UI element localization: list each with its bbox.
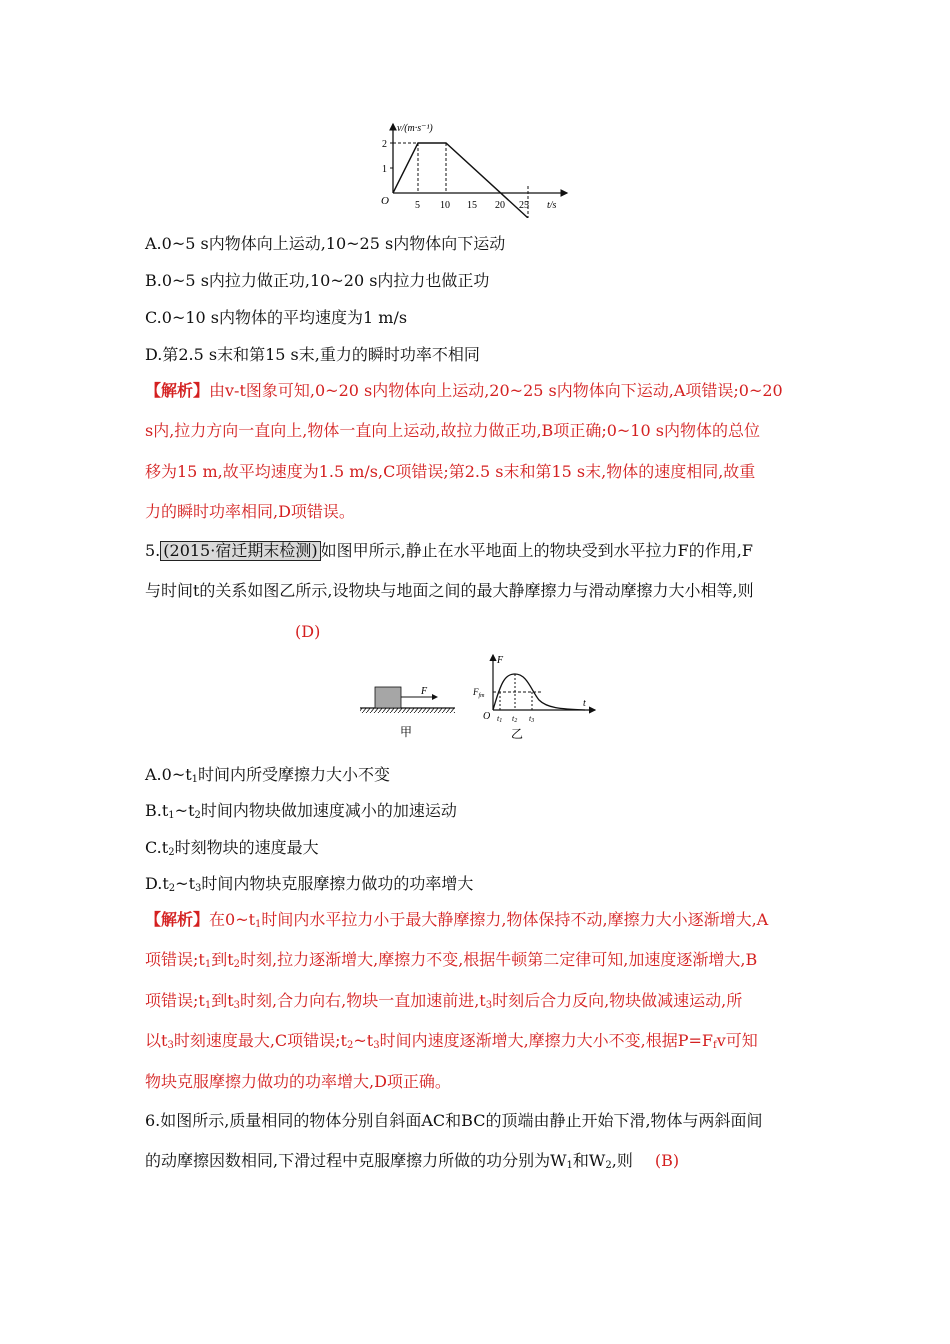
y-axis-label: v/(m·s⁻¹) bbox=[397, 123, 433, 134]
q4-option-a: A.0~5 s内物体向上运动,10~25 s内物体向下运动 bbox=[145, 234, 506, 253]
q4-analysis-line-4: 力的瞬时功率相同,D项错误。 bbox=[145, 502, 355, 521]
vt-graph-svg bbox=[375, 118, 575, 218]
q5-stem-text-1: 如图甲所示,静止在水平地面上的物块受到水平拉力F的作用,F bbox=[320, 541, 753, 560]
q5-option-b: $B.t_1\sim t_2$时间内物块做加速度减小的加速运动 bbox=[145, 801, 457, 821]
fig-yi-label: 乙 bbox=[511, 727, 524, 741]
x-tick-20: 20 bbox=[495, 200, 505, 211]
force-label: F bbox=[421, 686, 428, 697]
origin-label: O bbox=[381, 195, 389, 207]
q5-analysis-line-5: 物块克服摩擦力做功的功率增大,D项正确。 bbox=[145, 1072, 451, 1091]
q6-stem-line-1: 6.如图所示,质量相同的物体分别自斜面AC和BC的顶端由静止开始下滑,物体与两斜面间 bbox=[145, 1111, 763, 1130]
q5-answer: (D) bbox=[295, 622, 321, 641]
vt-graph bbox=[375, 118, 575, 218]
q5-figure bbox=[355, 652, 600, 744]
x-tick-10: 10 bbox=[440, 200, 450, 211]
q4-option-d: D.第2.5 s末和第15 s末,重力的瞬时功率不相同 bbox=[145, 345, 480, 364]
q5-option-a: $A.0\sim t_1$时间内所受摩擦力大小不变 bbox=[145, 765, 391, 785]
q5-stem-line-1 bbox=[145, 541, 825, 561]
y-tick-2: 2 bbox=[382, 139, 387, 150]
q4-analysis-line-1 bbox=[145, 381, 825, 401]
ground-hatch bbox=[360, 708, 455, 713]
block bbox=[375, 687, 401, 708]
x-tick-25: 25 bbox=[519, 200, 529, 211]
ft-axis-t: t bbox=[583, 698, 586, 709]
q6-answer: (B) bbox=[654, 1151, 680, 1170]
q5-figure-svg bbox=[355, 652, 600, 744]
q5-option-c: $C.t_2$时刻物块的速度最大 bbox=[145, 838, 319, 858]
q5-analysis-line-2: 项错误$;t_1$到$t_2$时刻,拉力逐渐增大,摩擦力不变,根据牛顿第二定律可知,加速度逐渐增大,B bbox=[145, 950, 758, 970]
q5-analysis-tag: 【解析】 bbox=[145, 910, 210, 929]
q4-analysis-line-2: s内,拉力方向一直向上,物体一直向上运动,故拉力做正功,B项正确;0~10 s内物体的总位 bbox=[145, 421, 760, 440]
x-axis-label: t/s bbox=[547, 200, 557, 211]
ft-t3-label: t3 bbox=[529, 714, 535, 724]
q5-number: 5. bbox=[145, 541, 161, 560]
ft-origin: O bbox=[483, 711, 491, 722]
q4-analysis-text-1: 由v-t图象可知,0~20 s内物体向上运动,20~25 s内物体向下运动,A项错误;0~20 bbox=[209, 381, 783, 400]
q4-option-c: C.0~10 s内物体的平均速度为1 m/s bbox=[145, 308, 408, 327]
x-tick-5: 5 bbox=[415, 200, 420, 211]
q5-stem-line-2: 与时间t的关系如图乙所示,设物块与地面之间的最大静摩擦力与滑动摩擦力大小相等,则 bbox=[145, 581, 754, 600]
q5-analysis-line-3: 项错误$;t_1$到$t_3$时刻,合力向右,物块一直加速前进$,t_3$时刻后合力反向,物块做减速运动,所 bbox=[145, 991, 743, 1011]
ft-fm-label: $F_{fm}$ bbox=[473, 687, 485, 699]
x-tick-15: 15 bbox=[467, 200, 477, 211]
ft-t2-label: t2 bbox=[512, 714, 518, 724]
velocity-line bbox=[393, 143, 528, 218]
q5-option-d: $D.t_2\sim t_3$时间内物块克服摩擦力做功的功率增大 bbox=[145, 874, 474, 894]
ft-t1-label: t1 bbox=[497, 714, 503, 724]
ft-axis-F: F bbox=[497, 655, 504, 666]
q4-analysis-tag: 【解析】 bbox=[145, 381, 210, 400]
q5-source-badge: (2015·宿迁期末检测) bbox=[160, 541, 320, 561]
fig-jia-label: 甲 bbox=[400, 725, 413, 739]
q5-analysis-line-4: 以$t_3$时刻速度最大,C项错误$;t_2\sim t_3$时间内速度逐渐增大,摩擦力大小不变,根据$P=F_fv$可知 bbox=[145, 1031, 758, 1051]
q4-analysis-line-3: 移为15 m,故平均速度为1.5 m/s,C项错误;第2.5 s末和第15 s末,物体的速度相同,故重 bbox=[145, 462, 756, 481]
y-tick-1: 1 bbox=[382, 164, 387, 175]
q6-stem-line-2: 的动摩擦因数相同,下滑过程中克服摩擦力所做的功分别为$W_1$和$W_2$,则 (B) bbox=[145, 1151, 680, 1171]
q4-option-b: B.0~5 s内拉力做正功,10~20 s内拉力也做正功 bbox=[145, 271, 490, 290]
q5-analysis-line-1: 【解析】在$0\sim t_1$时间内水平拉力小于最大静摩擦力,物体保持不动,摩擦力大小逐渐增大,A bbox=[145, 910, 769, 930]
